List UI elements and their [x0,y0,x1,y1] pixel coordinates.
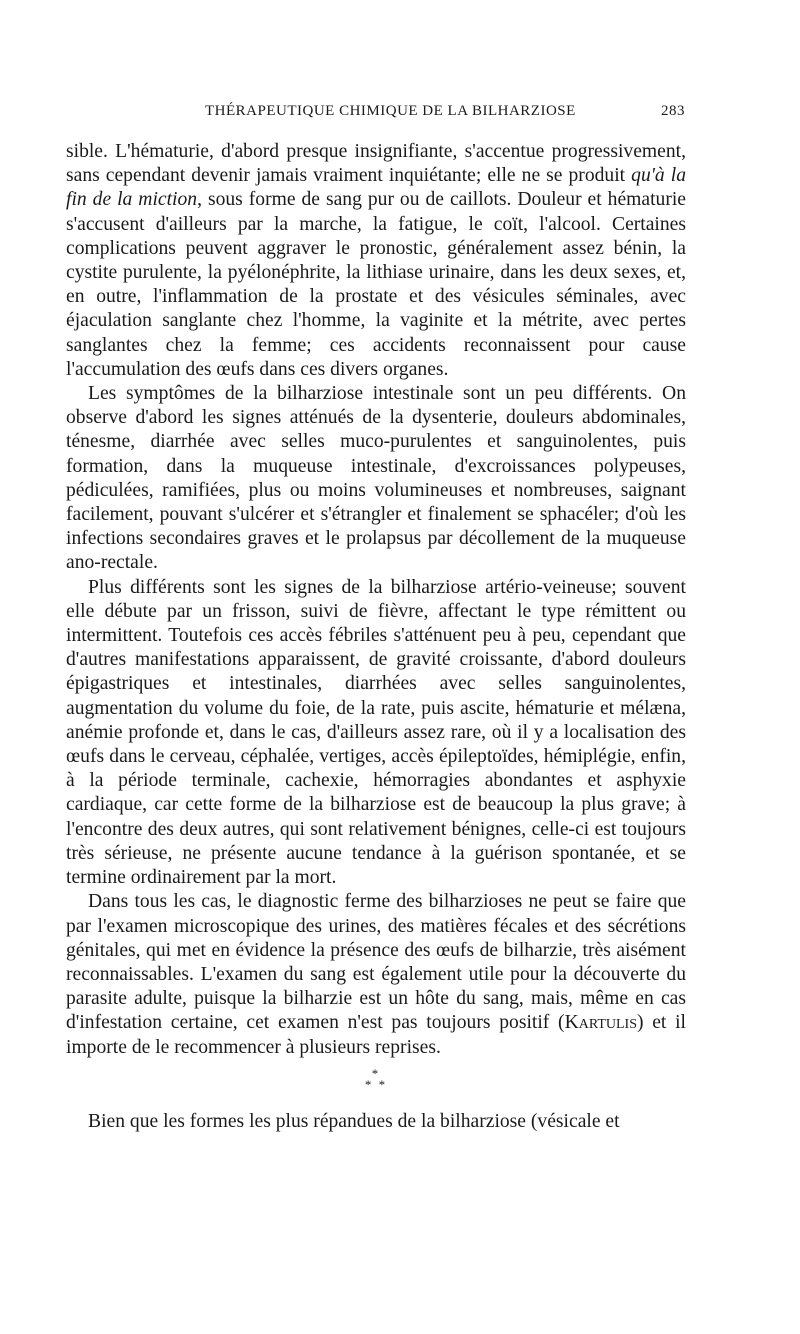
section-asterism: * * * [364,1065,388,1092]
page-header [195,103,685,125]
italic-phrase: qu'à la fin de la miction [66,165,686,211]
paragraph-arteriovenous-symptoms: Plus différents sont les signes de la bilharziose artério-veineuse; souvent elle débute par un frisson, suivi de fièvre, affectant le type rémittent ou intermittent. Toutefois ces accès fébriles s'atténuent peu à peu, cependant que d'autres manifestations apparaissent, de gravité croissante, d'abord douleurs épigastriques et intestinales, diarrhées avec selles sanguinolentes, augmentation du volume du foie, de la rate, puis ascite, hématurie et mélæna, anémie profonde et, dans le cas, d'ailleurs assez rare, où il y a localisation des œufs dans le cerveau, céphalée, vertiges, accès épileptoïdes, hémiplégie, enfin, à la période terminale, cachexie, hémorragies abondantes et asphyxie cardiaque, car cette forme de la bilharziose est de beaucoup la plus grave; à l'encontre des deux autres, qui sont relativement bénignes, celle-ci est toujours très sérieuse, ne présente aucune tendance à la guérison spontanée, et se termine ordinairement par la mort. [66,576,686,889]
paragraph-text: sible. L'hématurie, d'abord presque insignifiante, s'accentue progressivement, sans cependant devenir jamais vraiment inquiétante; elle ne se produit [66,141,686,187]
body-text [66,140,686,1134]
paragraph-intestinal-symptoms: Les symptômes de la bilharziose intestinale sont un peu différents. On observe d'abord les signes atténués de la dysenterie, douleurs abdominales, ténesme, diarrhée avec selles muco-purulentes et sanguinolentes, puis formation, dans la muqueuse intestinale, d'excroissances polypeuses, pédiculées, ramifiées, plus ou moins volumineuses et nombreuses, saignant facilement, pouvant s'ulcérer et s'étrangler et finalement se sphacéler; d'où les infections secondaires graves et le prolapsus par décollement de la muqueuse ano-rectale. [66,383,686,574]
paragraph-text: , sous forme de sang pur ou de caillots. Douleur et hématurie s'accusent d'ailleurs par la marche, la fatigue, le coït, l'alcool. Certaines complications peuvent aggraver le pronostic, généralement assez bénin, la cystite purulente, la pyélonéphrite, la lithiase urinaire, dans les deux sexes, et, en outre, l'inflammation de la prostate et des vésicules séminales, avec éjaculation sanglante chez l'homme, la vaginite et la métrite, avec pertes sanglantes chez la femme; ces accidents reconnaissent pour cause l'accumulation des œufs dans ces divers organes. [66,189,687,380]
author-name: Kartulis [564,1012,637,1034]
running-title: THÉRAPEUTIQUE CHIMIQUE DE LA BILHARZIOSE [205,103,576,119]
paragraph-urinary-symptoms [66,140,686,382]
paragraph-text: Dans tous les cas, le diagnostic ferme des bilharzioses ne peut se faire que par l'examen microscopique des urines, des matières fécales et des sécrétions génitales, qui met en évidence la présence des œufs de bilharzie, très aisément reconnaissables. L'examen du sang est également utile pour la découverte du parasite adulte, puisque la bilharzie est un hôte du sang, mais, même en cas d'infestation certaine, cet examen n'est pas toujours positif ( [66,891,686,1034]
page-number: 283 [661,103,685,119]
paragraph-next-section: Bien que les formes les plus répandues de la bilharziose (vésicale et [88,1110,620,1132]
paragraph-diagnosis [66,890,686,1059]
paragraph-text: ) et il importe de le recommencer à plusieurs reprises. [66,1012,686,1058]
